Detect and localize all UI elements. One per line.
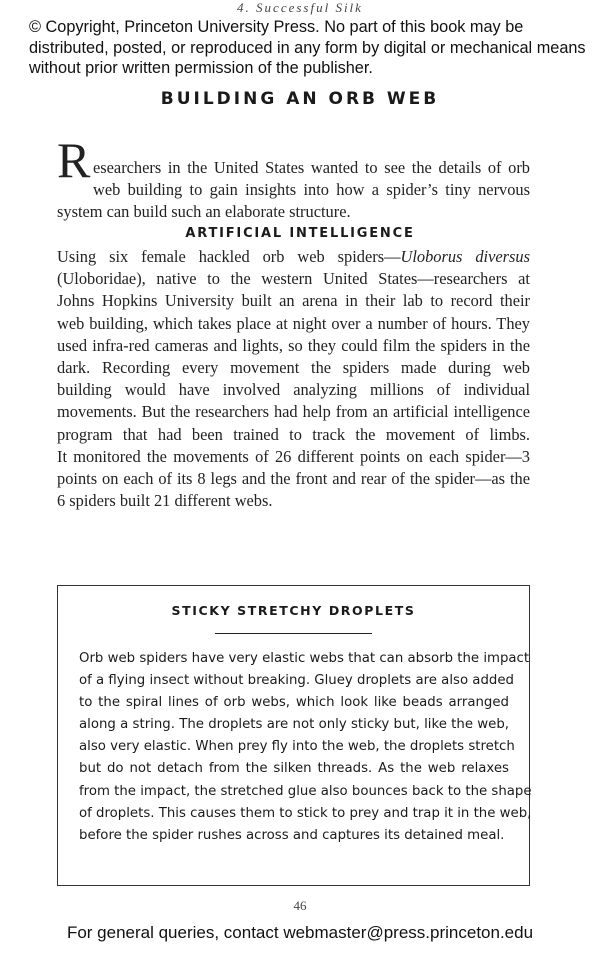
text-line: Using six female hackled orb web spiders—Uloborus diversus	[57, 247, 530, 266]
section-paragraph	[57, 246, 530, 512]
text-line: esearchers in the United States wanted to see the details of orb	[93, 158, 530, 177]
running-head: 4. Successful Silk	[237, 0, 363, 15]
text-line: before the spider rushes across and captures its detained meal.	[79, 827, 505, 843]
text-line: movements. But the researchers had help from an artificial intelligence	[57, 402, 530, 422]
text-line: building would have involved analyzing millions of individual	[57, 380, 530, 400]
sidebar-heading: STICKY STRETCHY DROPLETS	[171, 603, 416, 618]
text-line: Orb web spiders have very elastic webs that can absorb the impact	[79, 651, 530, 666]
sidebar-paragraph	[79, 648, 532, 847]
page-number: 46	[293, 898, 307, 913]
drop-cap: R	[57, 132, 91, 188]
footer-contact: For general queries, contact webmaster@press.princeton.edu	[66, 923, 534, 942]
text-line: but do not detach from the silken threads. As the web relaxes	[79, 761, 509, 777]
text-line: along a string. The droplets are not only sticky but, like the web,	[79, 717, 509, 733]
text-line: It monitored the movements of 26 different points on each spider—3	[57, 446, 530, 466]
text-line: (Uloboridae), native to the western United States—researchers at	[57, 269, 530, 289]
copyright-notice: © Copyright, Princeton University Press. No part of this book may be distributed, posted, or reproduced in any form by digital or mechanical means without prior written permission of the publisher.	[29, 18, 586, 77]
text-line: program that had been trained to track the movement of limbs.	[57, 424, 530, 444]
text-line: of droplets. This causes them to stick to prey and trap it in the web,	[79, 805, 532, 821]
text-line: from the impact, the stretched glue also bounces back to the shape	[79, 783, 532, 799]
text-line: also very elastic. When prey fly into the web, the droplets stretch	[79, 739, 515, 755]
text-line: of a flying insect without breaking. Gluey droplets are also added	[79, 673, 514, 689]
text-line: points on each of its 8 legs and the front and rear of the spider—as the	[57, 468, 530, 488]
text-line: dark. Recording every movement the spiders made during web	[57, 357, 530, 377]
section-heading: ARTIFICIAL INTELLIGENCE	[185, 226, 415, 241]
text-line: Johns Hopkins University built an arena in their lab to record their	[57, 291, 530, 311]
text-line: system can build such an elaborate structure.	[57, 202, 351, 222]
text-line: web building, which takes place at night over a number of hours. They	[57, 313, 530, 333]
page-title: BUILDING AN ORB WEB	[160, 89, 440, 109]
heading-rule	[215, 633, 372, 634]
intro-paragraph	[57, 157, 530, 224]
text-line: web building to gain insights into how a spider’s tiny nervous	[93, 180, 530, 200]
text-line: used infra-red cameras and lights, so they could film the spiders in the	[57, 335, 530, 355]
species-name: Uloborus diversus	[400, 247, 530, 266]
text-line: to the spiral lines of orb webs, which look like beads arranged	[79, 695, 509, 711]
text-line: 6 spiders built 21 different webs.	[57, 491, 273, 511]
sidebar-box	[57, 585, 530, 886]
